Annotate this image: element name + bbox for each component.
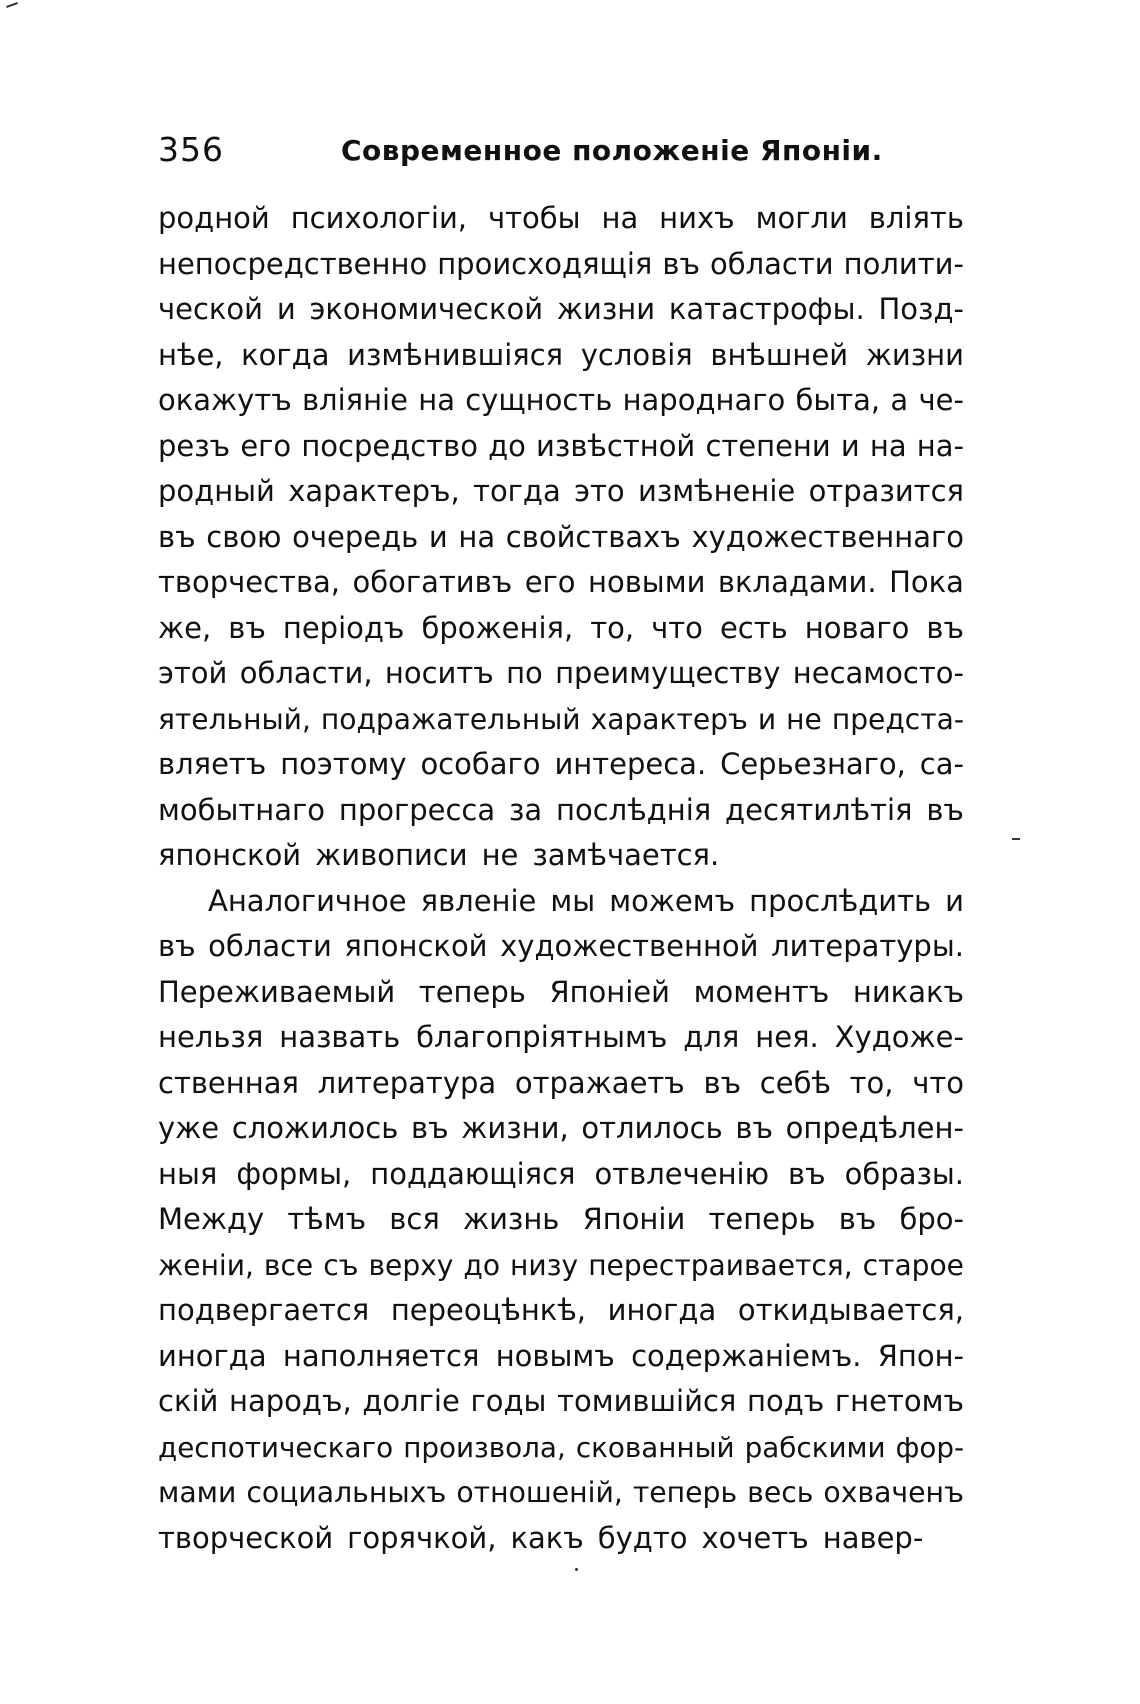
text-line: Аналогичное явленiе мы можемъ прослѣдить и (208, 883, 964, 918)
text-line: уже сложилось въ жизни, отлилось въ опредѣлен- (158, 1111, 964, 1145)
text-line: нѣе, когда измѣнившiяся условiя внѣшней жизни (158, 337, 964, 372)
text-line: скiй народъ, долгiе годы томившiйся подъ гнетомъ (158, 1384, 964, 1418)
text-line: резъ его посредство до извѣстной степени и на на- (158, 428, 964, 463)
text-line: родный характеръ, тогда это измѣненiе отразится (158, 474, 964, 508)
text-line: ческой и экономической жизни катастрофы. Позд- (158, 292, 964, 326)
text-line: творческой горячкой, какъ будто хочетъ навер- (158, 1520, 924, 1555)
text-line: окажутъ влiянiе на сущность народнаго быта, а че- (158, 383, 964, 417)
body-text (158, 196, 964, 1561)
text-line: ятельный, подражательный характеръ и не предста- (158, 702, 964, 736)
text-line: нельзя назвать благопрiятнымъ для нея. Художе- (158, 1020, 964, 1054)
text-line: же, въ перiодъ броженiя, то, что есть новаго въ (158, 610, 964, 645)
text-line: родной психологiи, чтобы на нихъ могли влiять (158, 201, 964, 235)
running-title: Современное положенiе Японiи. (341, 134, 883, 167)
text-line: въ области японской художественной литературы. (158, 929, 964, 963)
text-line: мобытнаго прогресса за послѣднiя десятилѣтiя въ (158, 792, 964, 827)
margin-speck (1012, 838, 1020, 840)
text-line: мами социальныхъ отношенiй, теперь весь охваченъ (158, 1476, 964, 1509)
text-line: ныя формы, поддающiяся отвлеченiю въ образы. (158, 1156, 964, 1191)
corner-speck (6, 2, 18, 8)
text-line: Переживаемый теперь Японiей моментъ никакъ (158, 974, 964, 1009)
text-line: въ свою очередь и на свойствахъ художественнаго (158, 519, 964, 554)
text-line: творчества, обогативъ его новыми вкладами. Пока (158, 565, 964, 599)
text-line: подвергается переоцѣнкѣ, иногда откидывается, (158, 1293, 964, 1327)
text-line: деспотическаго произвола, скованный рабскими фор- (158, 1430, 964, 1464)
paragraph (158, 196, 964, 879)
text-line: вляетъ поэтому особаго интереса. Серьезнаго, са- (158, 747, 964, 781)
paragraph (158, 879, 964, 1562)
text-line: ственная литература отражаетъ въ себѣ то, что (158, 1065, 964, 1100)
text-line: женiи, все съ верху до низу перестраивается, старое (158, 1248, 964, 1282)
text-line: непосредственно происходящiя въ области полити- (158, 246, 964, 281)
text-line: иногда наполняется новымъ содержанiемъ. Япон- (158, 1338, 964, 1373)
page-header (158, 130, 964, 180)
text-line: этой области, носитъ по преимуществу несамосто- (158, 656, 964, 690)
text-line: японской живописи не замѣчается. (158, 838, 720, 872)
text-line: Между тѣмъ вся жизнь Японiи теперь въ бро- (158, 1202, 964, 1236)
page-number: 356 (158, 130, 224, 169)
bottom-speck (575, 1568, 578, 1571)
